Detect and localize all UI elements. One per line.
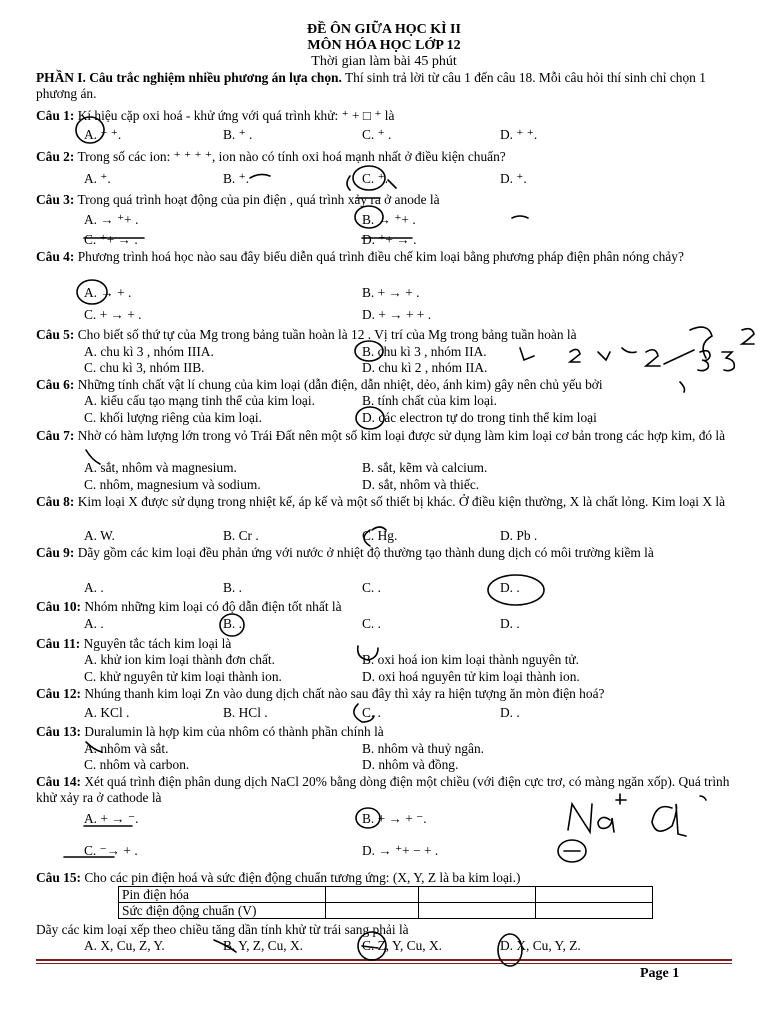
pen-stroke	[598, 817, 614, 832]
pen-stroke	[570, 349, 580, 362]
q12-option-b[interactable]: B. HCl .	[223, 705, 268, 720]
pen-stroke	[568, 804, 592, 832]
q4-option-b[interactable]: B. + → + .	[362, 285, 420, 300]
table-row	[119, 903, 653, 919]
footer-divider	[36, 959, 732, 961]
q14-option-d[interactable]: D. → ⁺+ − + .	[362, 843, 439, 858]
question-15: Câu 15: Cho các pin điện hoá và sức điện động chuẩn tương ứng: (X, Y, Z là ba kim loại.)	[36, 870, 521, 885]
q7-option-b[interactable]: B. sắt, kẽm và calcium.	[362, 460, 488, 475]
pen-stroke	[664, 350, 694, 364]
pen-stroke	[388, 180, 396, 188]
question-2: Câu 2: Trong số các ion: ⁺ ⁺ ⁺ ⁺, ion nào có tính oxi hoá mạnh nhất ở điều kiện chuẩn?	[36, 149, 506, 164]
q8-option-c[interactable]: C. Hg.	[362, 528, 398, 543]
question-5: Câu 5: Cho biết số thứ tự của Mg trong bảng tuần hoàn là 12 . Vị trí của Mg trong bảng tuần hoàn là	[36, 327, 577, 342]
q13-option-c[interactable]: C. nhôm và carbon.	[84, 757, 190, 772]
q5-option-b[interactable]: B. chu kì 3 , nhóm IIA.	[362, 344, 487, 359]
q2-option-d[interactable]: D. ⁺.	[500, 171, 527, 186]
pen-stroke	[622, 348, 636, 353]
q14-option-b[interactable]: B. + → + ⁻.	[362, 811, 427, 826]
q1-option-b[interactable]: B. ⁺ .	[223, 127, 253, 142]
q7-option-a[interactable]: A. sắt, nhôm và magnesium.	[84, 460, 237, 475]
question-12: Câu 12: Nhúng thanh kim loại Zn vào dung dịch chất nào sau đây thì xảy ra hiện tượng ăn mòn điện hoá?	[36, 686, 605, 701]
pen-stroke	[598, 352, 610, 360]
exam-title: ĐỀ ÔN GIỮA HỌC KÌ II	[307, 22, 461, 37]
q1-option-d[interactable]: D. ⁺ ⁺.	[500, 127, 538, 142]
question-6: Câu 6: Những tính chất vật lí chung của kim loại (dẫn điện, dẫn nhiệt, dẻo, ánh kim) gây nên chủ yếu bởi	[36, 377, 603, 392]
q10-option-d[interactable]: D. .	[500, 616, 520, 631]
question-13: Câu 13: Duralumin là hợp kim của nhôm có thành phần chính là	[36, 724, 384, 739]
q4-option-d[interactable]: D. + → + + .	[362, 307, 432, 322]
q5-option-c[interactable]: C. chu kì 3, nhóm IIB.	[84, 360, 205, 375]
q9-option-a[interactable]: A. .	[84, 580, 104, 595]
q7-option-c[interactable]: C. nhôm, magnesium và sodium.	[84, 477, 261, 492]
q10-option-c[interactable]: C. .	[362, 616, 381, 631]
q9-option-d[interactable]: D. .	[500, 580, 520, 595]
page-number: Page 1	[640, 966, 680, 981]
q6-option-b[interactable]: B. tính chất của kim loại.	[362, 393, 497, 408]
answer-circle	[558, 840, 586, 862]
q15-option-c[interactable]: C. Z, Y, Cu, X.	[362, 938, 442, 953]
q10-option-a[interactable]: A. .	[84, 616, 104, 631]
q2-option-c[interactable]: C. ⁺.	[362, 171, 389, 186]
q2-option-b[interactable]: B. ⁺.	[223, 171, 250, 186]
question-7: Câu 7: Nhờ có hàm lượng lớn trong vỏ Trái Đất nên một số kim loại được sử dụng làm kim loại cơ bản trong các hợp kim, đó là	[36, 428, 726, 443]
table-header-cell: Sức điện động chuẩn (V)	[119, 903, 326, 919]
q12-option-c[interactable]: C. .	[362, 705, 381, 720]
exam-subject: MÔN HÓA HỌC LỚP 12	[307, 38, 461, 53]
q2-option-a[interactable]: A. ⁺.	[84, 171, 111, 186]
pen-stroke	[347, 176, 350, 190]
q11-option-b[interactable]: B. oxi hoá ion kim loại thành nguyên tử.	[362, 652, 580, 667]
question-9: Câu 9: Dãy gồm các kim loại đều phản ứng với nước ở nhiệt độ thường tạo thành dung dịch có môi trường kiềm là	[36, 545, 654, 560]
q14-option-c[interactable]: C. ⁻→ + .	[84, 843, 138, 858]
q12-option-a[interactable]: A. KCl .	[84, 705, 130, 720]
part1-intro	[36, 70, 730, 102]
pen-stroke	[742, 329, 754, 344]
question-15-stem: Dãy các kim loại xếp theo chiều tăng dần tính khử từ trái sang phải là	[36, 922, 409, 937]
q3-option-d[interactable]: D. ⁺+ → .	[362, 232, 417, 247]
emf-table	[118, 886, 653, 919]
q6-option-c[interactable]: C. khối lượng riêng của kim loại.	[84, 410, 262, 425]
q3-option-b[interactable]: B. → ⁺+ .	[362, 212, 416, 227]
table-header-cell: Pin điện hóa	[119, 887, 326, 903]
q12-option-d[interactable]: D. .	[500, 705, 520, 720]
q8-option-a[interactable]: A. W.	[84, 528, 115, 543]
q3-option-a[interactable]: A. → ⁺+ .	[84, 212, 139, 227]
table-row	[119, 887, 653, 903]
exam-time: Thời gian làm bài 45 phút	[311, 54, 457, 69]
pen-stroke	[520, 348, 534, 360]
q6-option-d[interactable]: D. các electron tự do trong tinh thể kim loại	[362, 410, 597, 425]
question-4: Câu 4: Phương trình hoá học nào sau đây biểu diễn quá trình điều chế kim loại bằng phương pháp điện phân nóng chảy?	[36, 249, 684, 264]
pen-stroke	[722, 352, 734, 371]
q7-option-d[interactable]: D. sắt, nhôm và thiếc.	[362, 477, 480, 492]
q13-option-a[interactable]: A. nhôm và sắt.	[84, 741, 169, 756]
question-3: Câu 3: Trong quá trình hoạt động của pin điện , quá trình xảy ra ở anode là	[36, 192, 440, 207]
part1-instruction: Thí sinh trả lời từ câu 1 đến câu 18. Mỗi câu hỏi thí sinh chỉ chọn 1 phương án.	[36, 70, 706, 101]
q11-option-a[interactable]: A. khử ion kim loại thành đơn chất.	[84, 652, 275, 667]
pen-stroke	[698, 351, 710, 371]
pen-stroke	[646, 350, 660, 366]
question-8: Câu 8: Kim loại X được sử dụng trong nhiệt kế, áp kế và một số thiết bị khác. Ở điều kiện thường, X là chất lỏng. Kim loại X là	[36, 494, 726, 509]
q15-option-a[interactable]: A. X, Cu, Z, Y.	[84, 938, 165, 953]
question-11: Câu 11: Nguyên tắc tách kim loại là	[36, 636, 232, 651]
pen-stroke	[652, 804, 686, 836]
q9-option-b[interactable]: B. .	[223, 580, 242, 595]
q1-option-c[interactable]: C. ⁺ .	[362, 127, 392, 142]
q8-option-d[interactable]: D. Pb .	[500, 528, 538, 543]
q9-option-c[interactable]: C. .	[362, 580, 381, 595]
q13-option-b[interactable]: B. nhôm và thuỷ ngân.	[362, 741, 484, 756]
part1-label: PHẦN I. Câu trắc nghiệm nhiều phương án lựa chọn.	[36, 70, 342, 85]
q11-option-d[interactable]: D. oxi hoá nguyên tử kim loại thành ion.	[362, 669, 580, 684]
question-10: Câu 10: Nhóm những kim loại có độ dẫn điện tốt nhất là	[36, 599, 342, 614]
q4-option-a[interactable]: A. → + .	[84, 285, 132, 300]
q11-option-c[interactable]: C. khử nguyên tử kim loại thành ion.	[84, 669, 282, 684]
q6-option-a[interactable]: A. kiểu cấu tạo mạng tinh thể của kim loại.	[84, 393, 315, 408]
q10-option-b[interactable]: B. .	[223, 616, 242, 631]
q8-option-b[interactable]: B. Cr .	[223, 528, 259, 543]
q15-option-d[interactable]: D. X, Cu, Y, Z.	[500, 938, 581, 953]
q5-option-d[interactable]: D. chu kì 2 , nhóm IIA.	[362, 360, 488, 375]
question-14: Câu 14: Xét quá trình điện phân dung dịch NaCl 20% bằng dòng điện một chiều (với điện cực trơ, có màng ngăn xốp). Quá trình khử xảy ra ở cathode là	[36, 774, 730, 805]
pen-stroke	[512, 216, 528, 218]
q14-option-a[interactable]: A. + → ⁻.	[84, 811, 139, 826]
q3-option-c[interactable]: C. ⁺+ → .	[84, 232, 138, 247]
q5-option-a[interactable]: A. chu kì 3 , nhóm IIIA.	[84, 344, 214, 359]
question-1: Câu 1: Kí hiệu cặp oxi hoá - khử ứng với quá trình khử: ⁺ + □ ⁺ là	[36, 108, 395, 123]
pen-stroke	[250, 174, 270, 178]
q1-option-a[interactable]: A. ⁺ ⁺.	[84, 127, 122, 142]
footer-divider	[36, 963, 732, 964]
q13-option-d[interactable]: D. nhôm và đồng.	[362, 757, 459, 772]
q4-option-c[interactable]: C. + → + .	[84, 307, 142, 322]
q15-option-b[interactable]: B. Y, Z, Cu, X.	[223, 938, 303, 953]
